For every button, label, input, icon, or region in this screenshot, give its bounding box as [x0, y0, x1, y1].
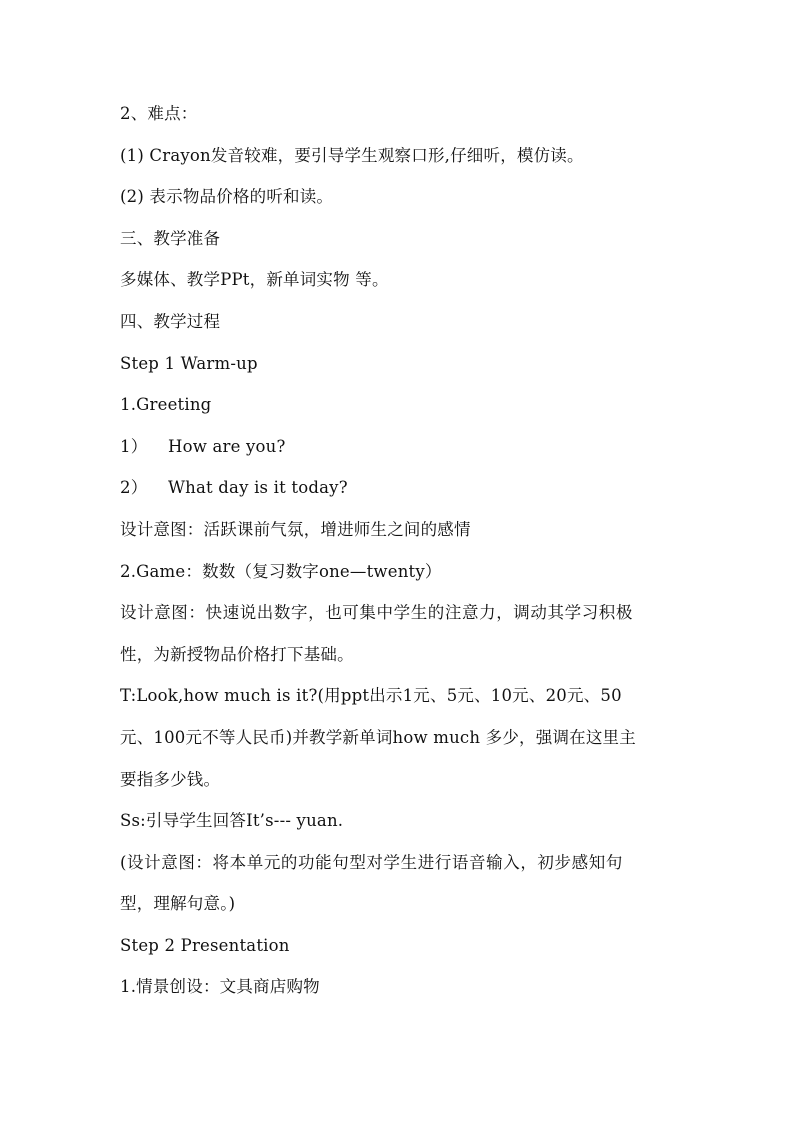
step-2-heading: Step 2 Presentation: [120, 935, 290, 955]
section-heading-preparation: 三、教学准备: [120, 228, 221, 248]
teacher-prompt-line-1: T:Look,how much is it?(用ppt出示1元、5元、10元、20元、50: [120, 686, 622, 706]
section-heading-process: 四、教学过程: [120, 311, 221, 331]
teacher-prompt-line-2: 元、100元不等人民币)并教学新单词how much 多少，强调在这里主: [120, 727, 636, 747]
document-body: [120, 104, 680, 1019]
game-heading: 2.Game：数数（复习数字one—twenty）: [120, 561, 442, 581]
design-intent-sentence-line-2: 型，理解句意。): [120, 894, 236, 914]
scenario-heading: 1.情景创设：文具商店购物: [120, 977, 320, 997]
list-item: [120, 478, 680, 498]
list-item: [120, 437, 680, 457]
design-intent-sentence-line-1: (设计意图：将本单元的功能句型对学生进行语音输入，初步感知句: [120, 852, 623, 872]
design-intent-game-line-1: 设计意图：快速说出数字，也可集中学生的注意力，调动其学习积极: [120, 603, 633, 623]
student-response: Ss:引导学生回答It’s--- yuan.: [120, 811, 344, 831]
list-marker: 1）: [120, 436, 148, 456]
list-item-text: What day is it today?: [168, 478, 348, 498]
step-1-heading: Step 1 Warm-up: [120, 353, 258, 373]
greeting-heading: 1.Greeting: [120, 395, 212, 415]
paragraph-difficulty-2: (2) 表示物品价格的听和读。: [120, 187, 334, 207]
list-marker: 2）: [120, 478, 148, 498]
design-intent-greeting: 设计意图：活跃课前气氛，增进师生之间的感情: [120, 519, 471, 539]
list-item-text: How are you?: [168, 436, 286, 456]
paragraph-difficulty-1: (1) Crayon发音较难，要引导学生观察口形,仔细听，模仿读。: [120, 145, 584, 165]
paragraph-preparation: 多媒体、教学PPt，新单词实物 等。: [120, 270, 389, 290]
teacher-prompt-line-3: 要指多少钱。: [120, 769, 221, 789]
section-heading-difficulties: 2、难点：: [120, 104, 198, 123]
design-intent-game-line-2: 性，为新授物品价格打下基础。: [120, 644, 354, 664]
